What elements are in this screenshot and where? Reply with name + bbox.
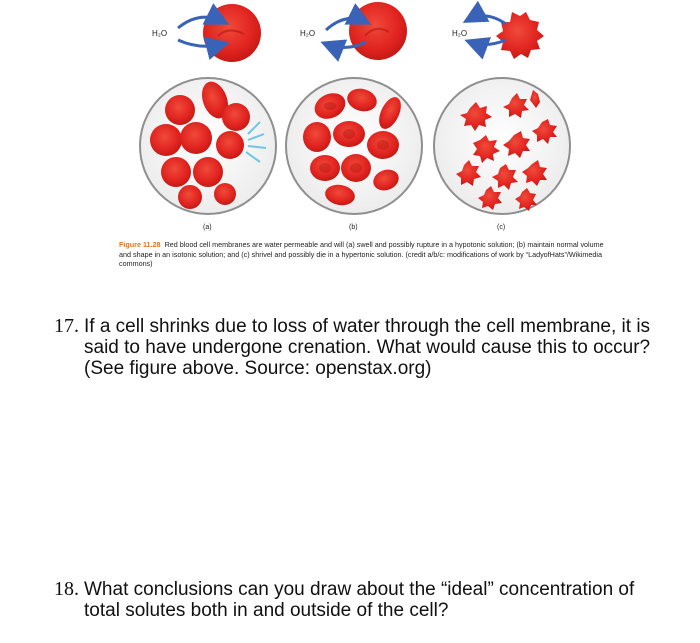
question-18-text: What conclusions can you draw about the “ideal” concentration of total solutes both in and outside of the cell?: [84, 579, 635, 621]
panel-label-b: (b): [349, 224, 358, 231]
question-18: [54, 578, 674, 621]
panel-label-c: (c): [497, 224, 506, 231]
panel-b-single-cell: [349, 2, 407, 60]
question-17-text: If a cell shrinks due to loss of water through the cell membrane, it is said to have undergone crenation. What would cause this to occur? (See figure above. Source: openstax.org): [84, 316, 651, 379]
panel-c-water-label: H₂O: [452, 29, 468, 38]
caption-text: Red blood cell membranes are water permeable and will (a) swell and possibly rupture in a hypotonic solution; (b) maintain normal volume and shape in an isotonic solution; and (c) shrivel and possibly die in a hypertonic solution. (credit a/b/c: modifications of work by “LadyofHats”/Wikimedia commons): [119, 240, 604, 268]
red-blood-cell-osmosis-figure: [0, 0, 700, 240]
panel-b-water-label: H₂O: [300, 29, 316, 38]
question-17-number: 17.: [54, 315, 79, 337]
panel-c-single-cell: [496, 12, 544, 59]
dish-b-isotonic: [286, 78, 422, 214]
figure-number: Figure 11.28: [119, 240, 161, 249]
panel-label-a: (a): [203, 224, 212, 231]
panel-c-water-arrow: [468, 16, 506, 45]
figure-caption: [119, 240, 609, 269]
question-17: [54, 315, 664, 379]
panel-a-single-cell: [203, 4, 261, 62]
dish-c-hypertonic: [434, 78, 570, 214]
dish-a-hypotonic: [140, 78, 276, 214]
question-18-number: 18.: [54, 578, 79, 600]
panel-a-water-label: H₂O: [152, 29, 168, 38]
